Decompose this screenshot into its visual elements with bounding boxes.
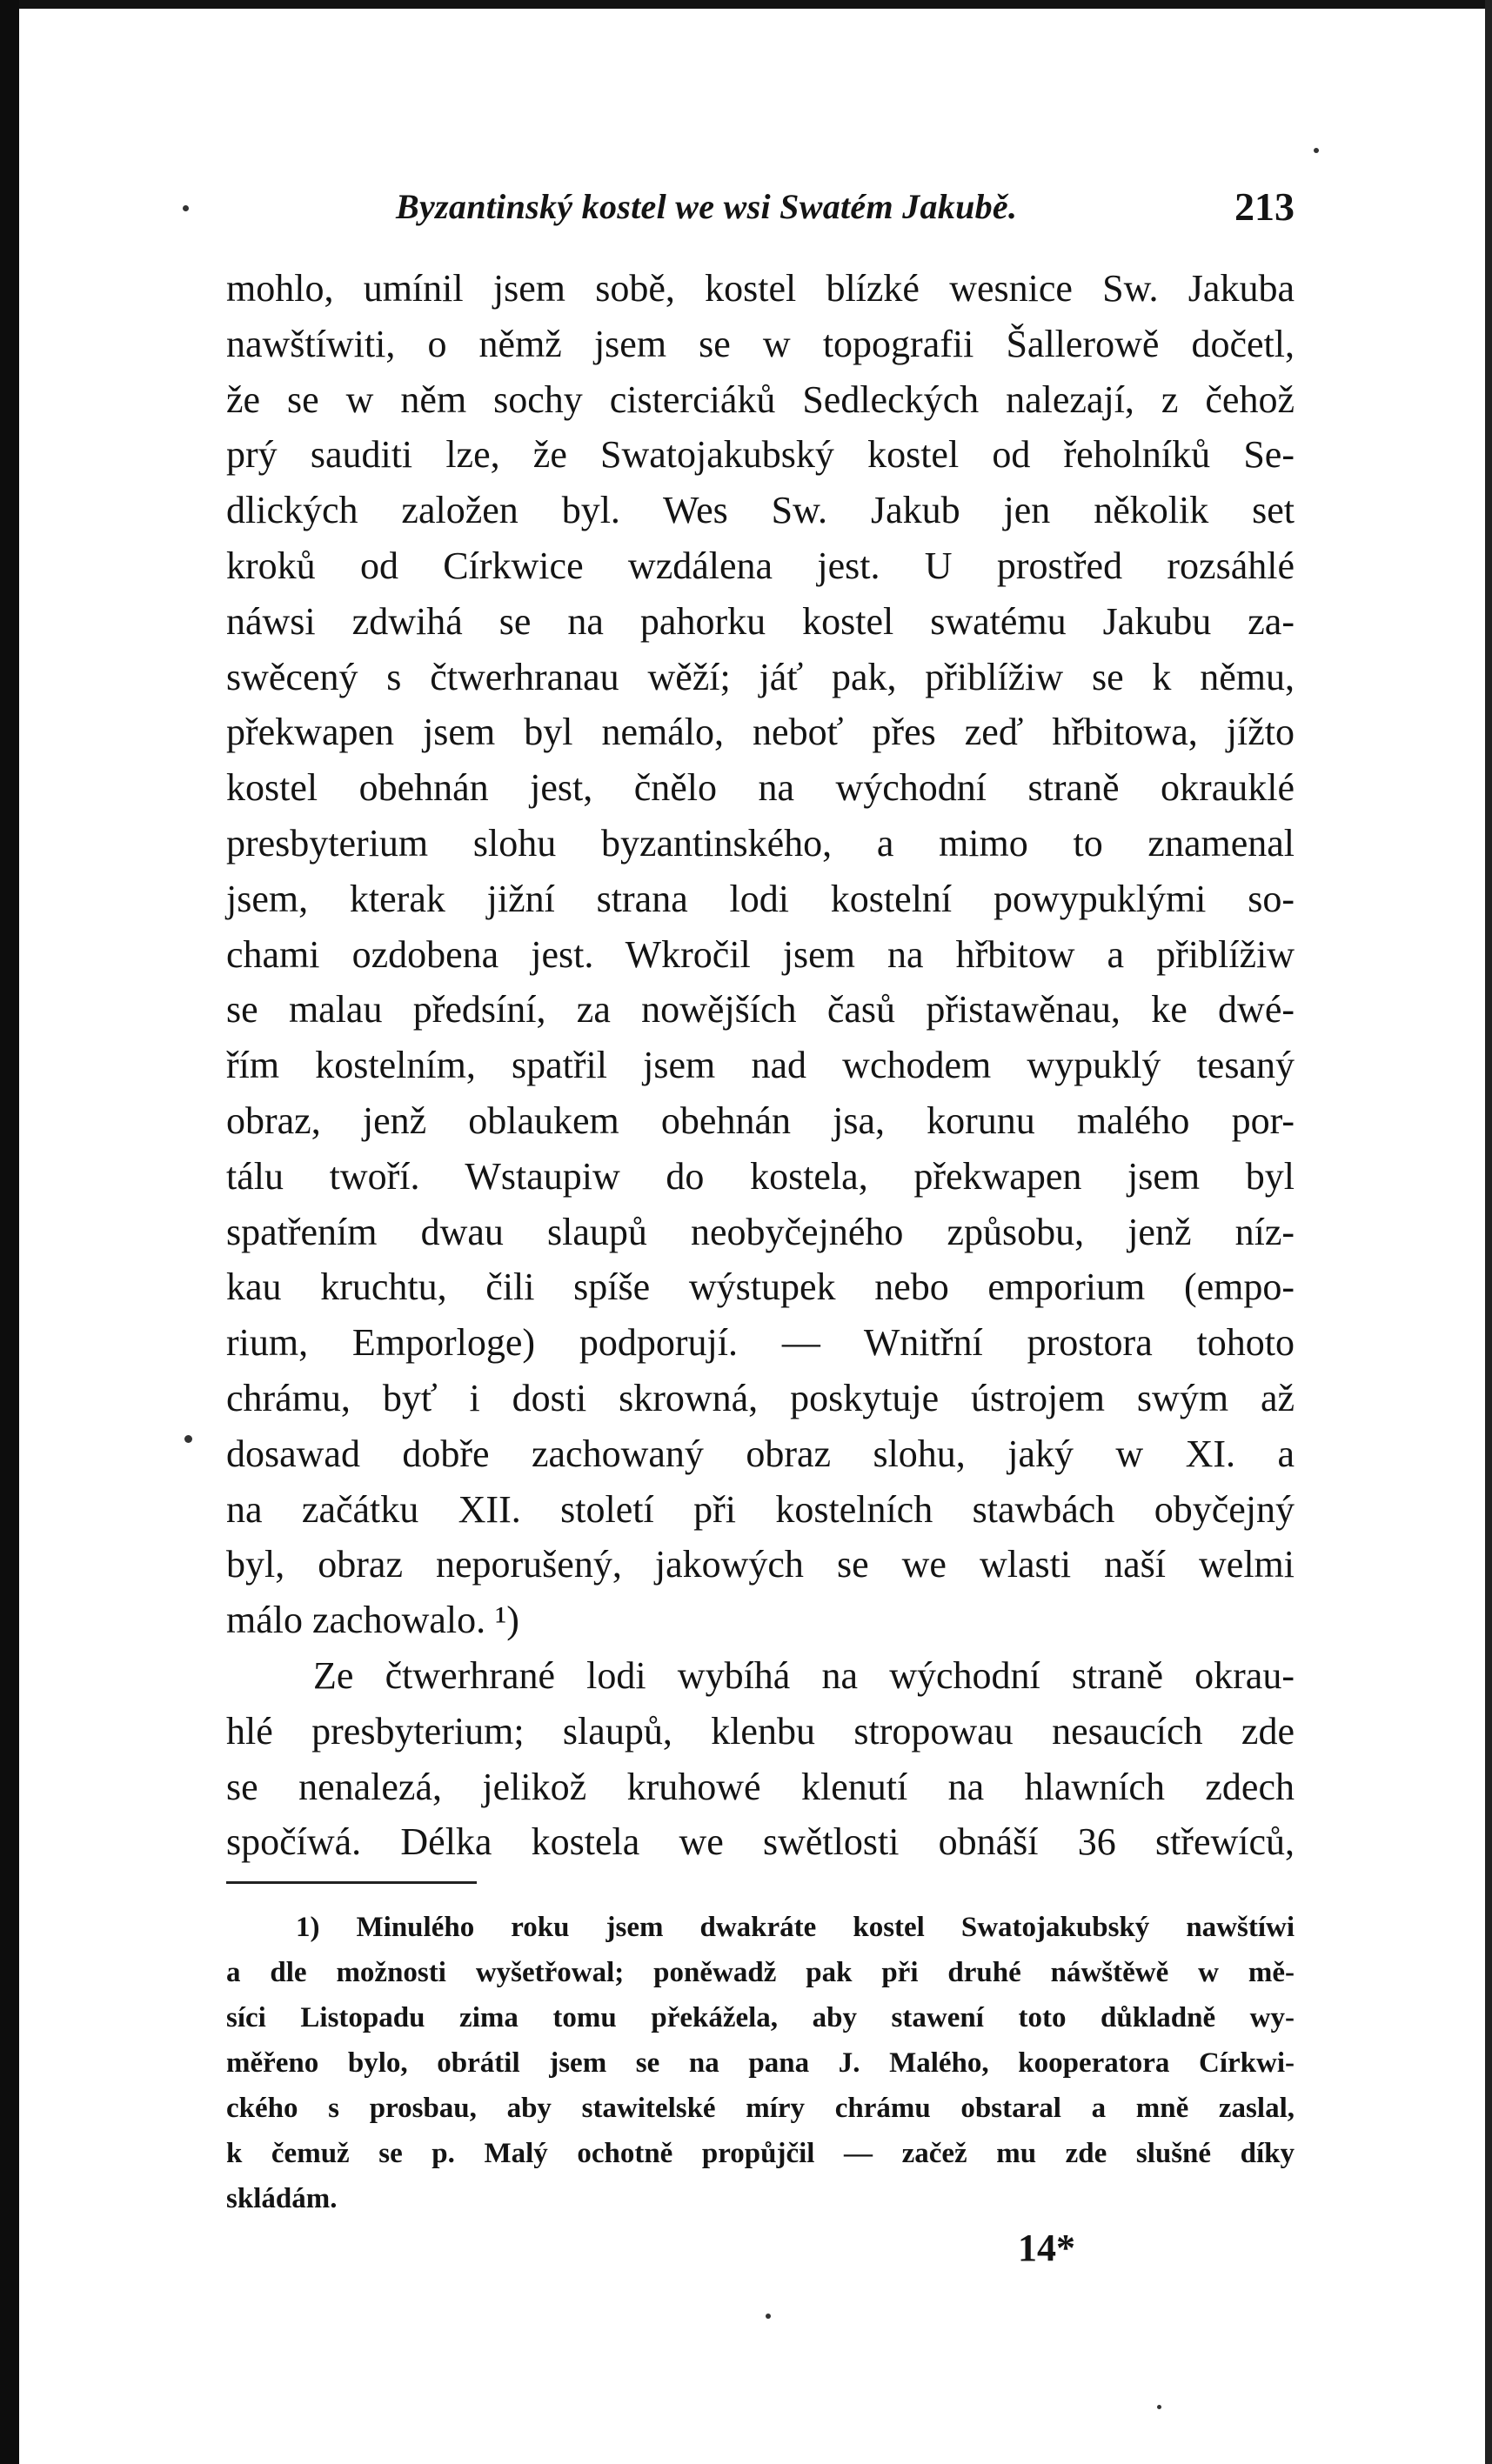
- text-line: presbyterium slohu byzantinského, a mimo to znamenal: [226, 821, 1295, 865]
- text-line: swěcený s čtwerhranau wěží; jáť pak, přiblížiw se k němu,: [226, 655, 1295, 698]
- running-title: Byzantinský kostel we wsi Swatém Jakubě.: [396, 187, 1018, 226]
- text-line: že se w něm sochy cisterciáků Sedleckých nalezají, z čehož: [226, 377, 1295, 421]
- text-line: kau kruchtu, čili spíše wýstupek nebo emporium (empo-: [226, 1265, 1295, 1309]
- footnote-line: 1) Minulého roku jsem dwakráte kostel Swatojakubský nawštíwi: [296, 1912, 1295, 1943]
- text-line: Ze čtwerhrané lodi wybíhá na wýchodní straně okrau-: [313, 1653, 1295, 1697]
- paragraph-1: [226, 261, 1295, 1648]
- page-number: 213: [1234, 184, 1295, 229]
- text-line: kroků od Církwice wzdálena jest. U prostřed rozsáhlé: [226, 544, 1295, 587]
- scan-edge-top: [0, 0, 1492, 9]
- scan-edge-left: [0, 0, 19, 2464]
- footnote-line: a dle možnosti wyšetřowal; poněwadž pak při druhé náwštěwě w mě-: [226, 1957, 1295, 1988]
- signature-mark: 14*: [1018, 2227, 1075, 2269]
- text-line: dlických založen byl. Wes Sw. Jakub jen několik set: [226, 489, 1295, 532]
- scan-edge-right: [1485, 0, 1492, 2464]
- scan-speck: [1314, 148, 1319, 153]
- text-line: chrámu, byť i dosti skrowná, poskytuje ústrojem swým až: [226, 1376, 1295, 1419]
- text-line: obraz, jenž oblaukem obehnán jsa, korunu malého por-: [226, 1098, 1295, 1142]
- text-line: tálu twoří. Wstaupiw do kostela, překwapen jsem byl: [226, 1154, 1295, 1198]
- scan-speck: [1157, 2405, 1161, 2409]
- scan-speck: [766, 2314, 771, 2319]
- text-line: překwapen jsem byl nemálo, neboť přes zeď hřbitowa, jížto: [226, 711, 1295, 754]
- footnote-line: k čemuž se p. Malý ochotně propůjčil — začež mu zde slušné díky: [226, 2138, 1295, 2169]
- footnote-line: měřeno bylo, obrátil jsem se na pana J. Malého, kooperatora Církwi-: [226, 2047, 1295, 2079]
- footnote-line: skládám.: [226, 2183, 338, 2214]
- text-line: byl, obraz neporušený, jakowých se we wlasti naší welmi: [226, 1543, 1295, 1586]
- text-line: na začátku XII. století při kostelních stawbách obyčejný: [226, 1487, 1295, 1531]
- text-line: prý sauditi lze, že Swatojakubský kostel od řeholníků Se-: [226, 433, 1295, 477]
- text-line: hlé presbyterium; slaupů, klenbu stropowau nesaucích zde: [226, 1709, 1295, 1753]
- text-line: dosawad dobře zachowaný obraz slohu, jaký w XI. a: [226, 1432, 1295, 1475]
- text-line: kostel obehnán jest, čnělo na wýchodní straně okrauklé: [226, 766, 1295, 810]
- text-line: mohlo, umínil jsem sobě, kostel blízké wesnice Sw. Jakuba: [226, 267, 1295, 310]
- page-header: [226, 181, 1295, 233]
- text-line: rium, Emporloge) podporují. — Wnitřní prostora tohoto: [226, 1321, 1295, 1365]
- scan-speck: [183, 205, 189, 211]
- text-line: jsem, kterak jižní strana lodi kostelní powypuklými so-: [226, 877, 1295, 920]
- footnote-divider: [226, 1881, 477, 1884]
- paragraph-2: [226, 1648, 1295, 1870]
- text-line: spočíwá. Délka kostela we swětlosti obnáší 36 střewíců,: [226, 1820, 1295, 1864]
- text-line: náwsi zdwihá se na pahorku kostel swatému Jakubu za-: [226, 599, 1295, 643]
- text-line: spatřením dwau slaupů neobyčejného způsobu, jenž níz-: [226, 1210, 1295, 1253]
- text-line: se malau předsíní, za nowějších časů přistawěnau, ke dwé-: [226, 988, 1295, 1032]
- main-text: [226, 261, 1295, 1870]
- text-line: chami ozdobena jest. Wkročil jsem na hřbitow a přiblížiw: [226, 932, 1295, 976]
- text-line: se nenalezá, jelikož kruhowé klenutí na hlawních zdech: [226, 1765, 1295, 1808]
- footnote-line: síci Listopadu zima tomu překážela, aby stawení toto důkladně wy-: [226, 2002, 1295, 2033]
- text-line: nawštíwiti, o němž jsem se w topografii Šallerowě dočetl,: [226, 322, 1295, 365]
- scan-speck: [184, 1435, 192, 1443]
- text-line: řím kostelním, spatřil jsem nad wchodem wypuklý tesaný: [226, 1044, 1295, 1087]
- footnote-line: ckého s prosbau, aby stawitelské míry chrámu obstaral a mně zaslal,: [226, 2093, 1295, 2124]
- text-line: málo zachowalo. ¹): [226, 1599, 519, 1642]
- footnotes: [226, 1905, 1295, 2221]
